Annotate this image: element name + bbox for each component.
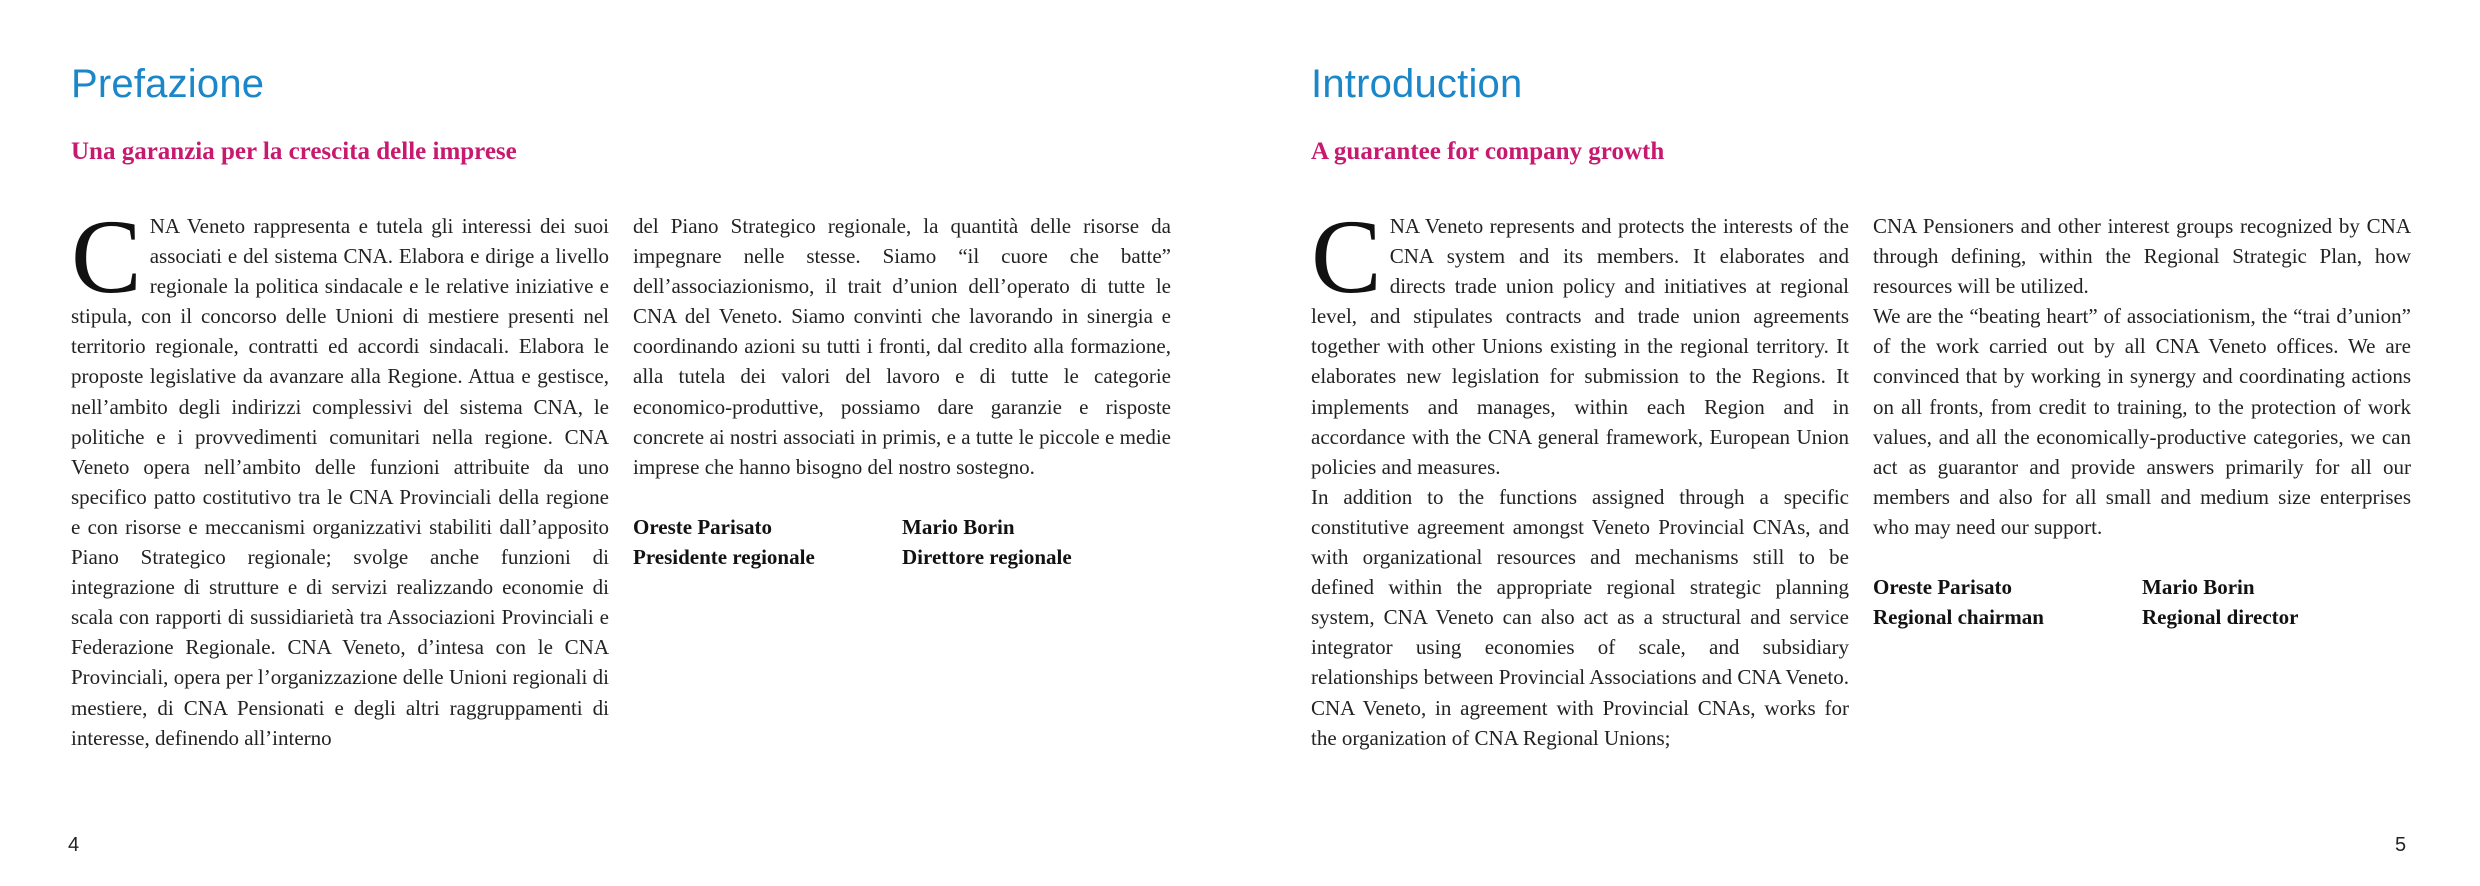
signatory-role: Direttore regionale — [902, 544, 1072, 569]
paragraph: CNA Veneto, in agreement with Provincial CNAs, works for the organization of CNA Regional Unions; — [1311, 695, 1849, 750]
drop-cap: C — [1311, 198, 1382, 315]
signatory-name: Oreste Parisato — [633, 514, 772, 539]
page-title: Prefazione — [71, 62, 265, 106]
signatory-name: Mario Borin — [2142, 575, 2255, 600]
text-column-2 — [633, 211, 1171, 572]
drop-cap: C — [71, 198, 142, 315]
paragraph-text: NA Veneto rappresenta e tutela gli interessi dei suoi associati e del sistema CNA. Elabora e dirige a livello regionale la politica sindacale e le relative iniziative e stipula, con il concorso delle Unioni di mestiere presenti nel territorio regionale, contratti ed accordi sindacali. Elabora le proposte legislative da avanzare alla Regione. Attua e gestisce, nell’ambito degli indirizzi complessivi del sistema CNA, le politiche e i provvedimenti comunitari nella regione. CNA Veneto opera nell’ambito delle funzioni attribuite da uno specifico patto costitutivo tra le CNA Provinciali della regione e con risorse e meccanismi organizzativi stabiliti dall’apposito Piano Strategico regionale; svolge anche funzioni di integrazione di strutture e di servizi realizzando economie di scala con rapporti di sussidiarietà tra Associazioni Provinciali e Federazione Regionale. CNA Veneto, d’intesa con le CNA Provinciali, opera per l’organizzazione delle Unioni regionali di mestiere, di CNA Pensionati e degli altri raggruppamenti di interesse, definendo all’interno — [71, 214, 609, 750]
page-right — [1240, 0, 2480, 886]
paragraph: In addition to the functions assigned through a specific constitutive agreement amongst Veneto Provincial CNAs, and with organizational resources and mechanisms still to be defined within the appropriate regional strategic planning system, CNA Veneto can also act as a structural and service integrator using economies of scale, and subsidiary relationships between Provincial Associations and CNA Veneto. — [1311, 484, 1849, 690]
paragraph — [71, 198, 609, 753]
paragraph: CNA Pensioners and other interest groups recognized by CNA through defining, within the Regional Strategic Plan, how resources will be utilized. — [1873, 214, 2411, 299]
signatory-role: Regional chairman — [1873, 605, 2044, 630]
text-column-1 — [1311, 198, 1849, 753]
signatory-name: Mario Borin — [902, 514, 1015, 539]
text-column-1 — [71, 198, 609, 753]
signature-block — [633, 512, 1171, 572]
signature — [633, 512, 902, 572]
text-column-2 — [1873, 211, 2411, 632]
paragraph: del Piano Strategico regionale, la quantità delle risorse da impegnare nelle stesse. Siamo “il cuore che batte” dell’associazionismo, il trait d’union dell’operato di tutte le CNA del Veneto. Siamo convinti che lavorando in sinergia e coordinando azioni su tutti i fronti, dal credito alla formazione, alla tutela dei valori del lavoro e di tutte le categorie economico-produttive, possiamo dare garanzie e risposte concrete ai nostri associati in primis, e a tutte le piccole e medie imprese che hanno bisogno del nostro sostegno. — [633, 214, 1171, 479]
signature — [902, 512, 1171, 572]
signature — [2142, 572, 2411, 632]
page-number: 5 — [2395, 834, 2407, 856]
signature — [1873, 572, 2142, 632]
page-subtitle: A guarantee for company growth — [1311, 138, 1665, 165]
page-title: Introduction — [1311, 62, 1523, 106]
page-number: 4 — [68, 834, 80, 856]
paragraph-text: NA Veneto represents and protects the interests of the CNA system and its members. It elaborates and directs trade union policy and initiatives at regional level, and stipulates contracts and trade union agreements together with other Unions existing in the regional territory. It elaborates new legislation for submission to the Regions. It implements and manages, within each Region and in accordance with the CNA general framework, European Union policies and measures. — [1311, 214, 1849, 479]
signatory-role: Presidente regionale — [633, 544, 815, 569]
paragraph: We are the “beating heart” of associationism, the “trai d’union” of the work carried out by all CNA Veneto offices. We are convinced that by working in synergy and coordinating actions on all fronts, from credit to training, to the protection of work values, and all the economically-productive categories, we can act as guarantor and provide answers primarily for all our members and also for all small and medium size enterprises who may need our support. — [1873, 304, 2411, 539]
paragraph — [1311, 198, 1849, 482]
signature-block — [1873, 572, 2411, 632]
signatory-name: Oreste Parisato — [1873, 575, 2012, 600]
page-subtitle: Una garanzia per la crescita delle imprese — [71, 138, 517, 165]
signatory-role: Regional director — [2142, 605, 2299, 630]
